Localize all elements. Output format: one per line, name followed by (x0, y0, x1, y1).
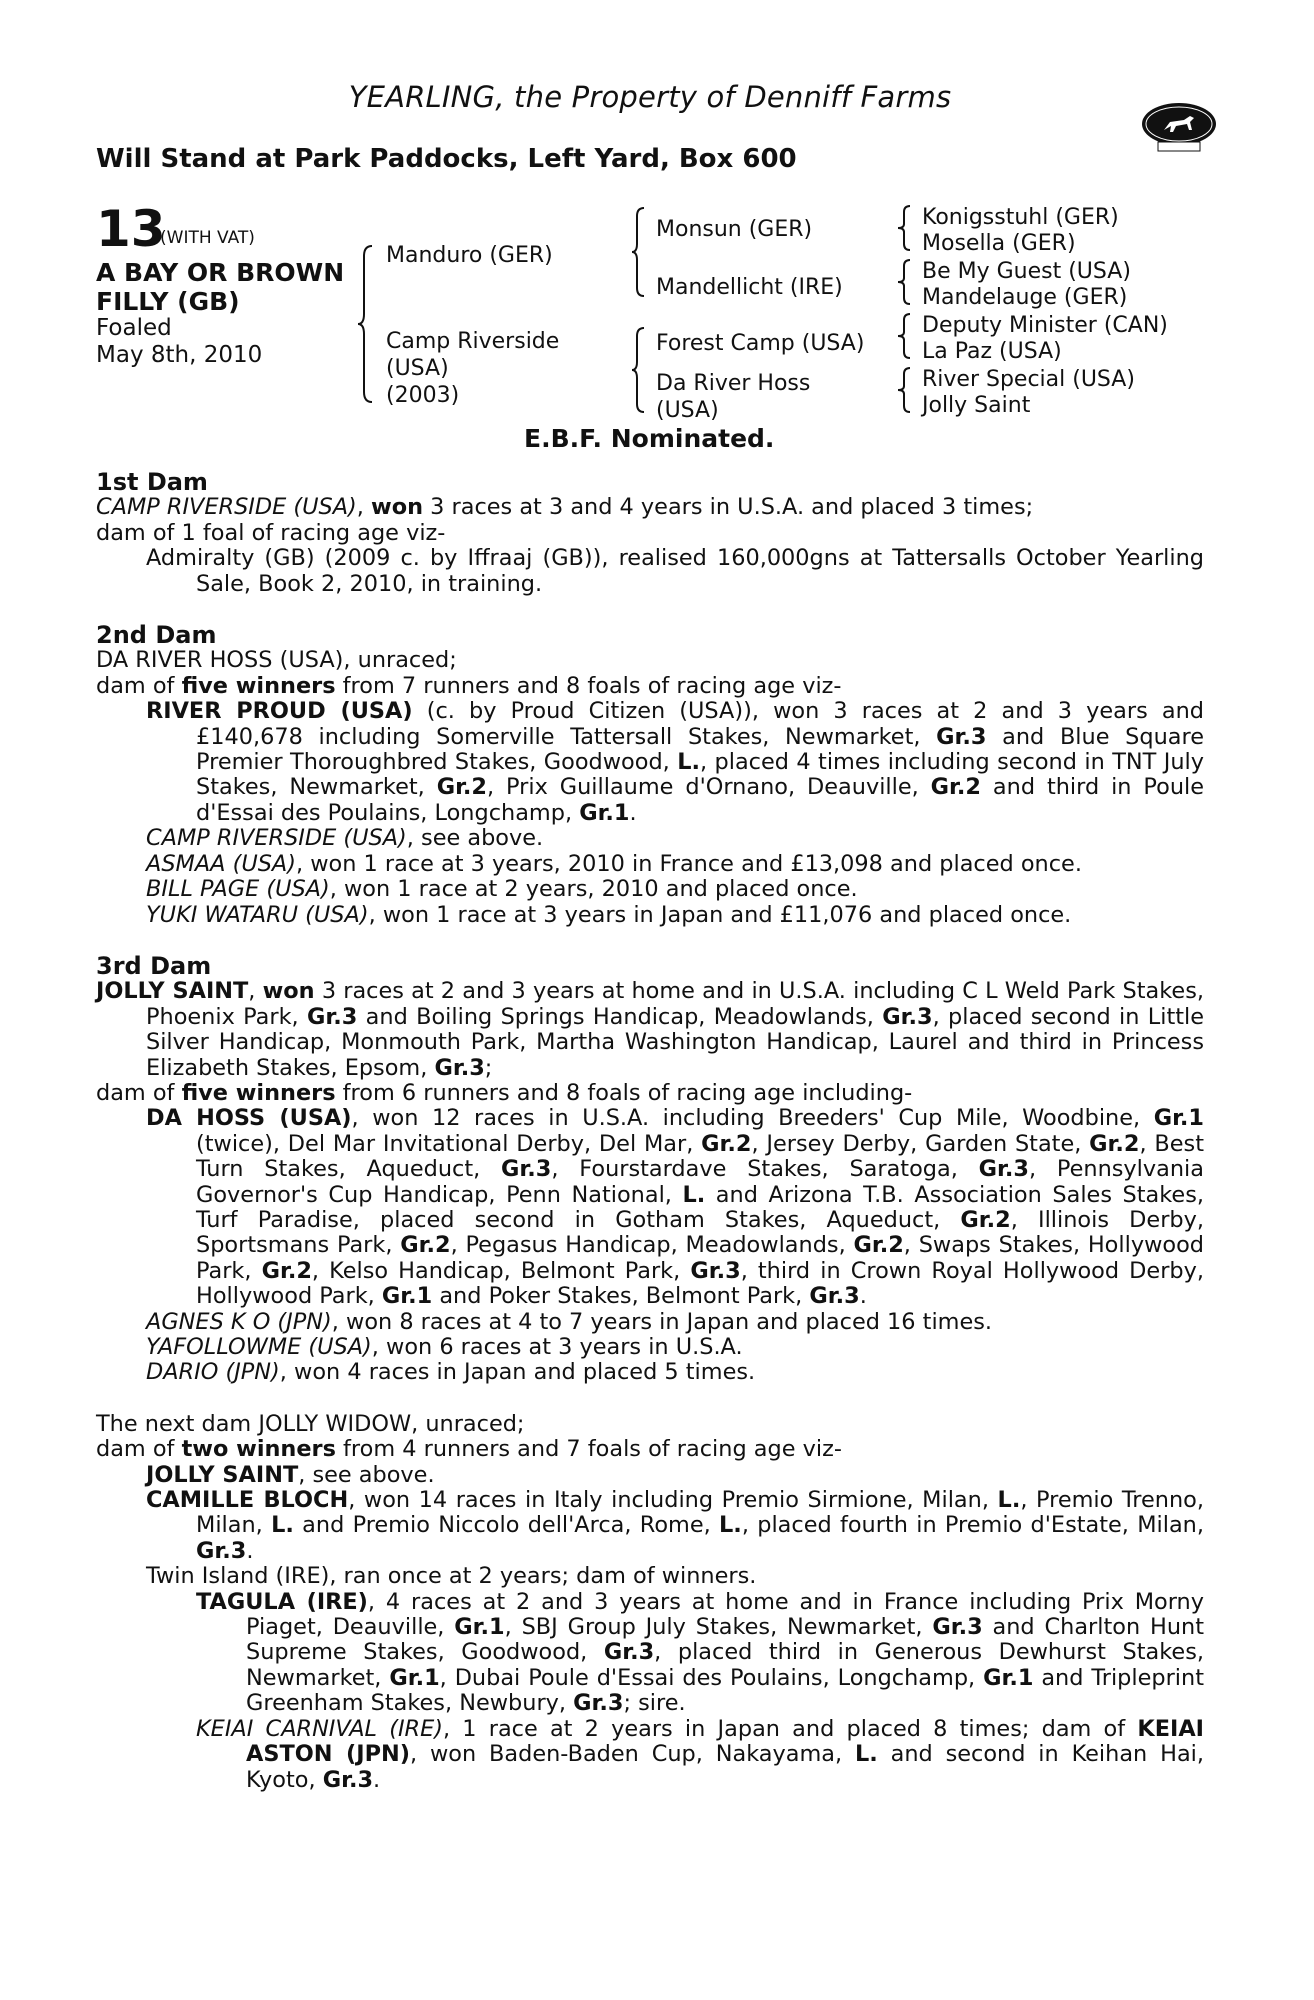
dam-name (386, 328, 559, 409)
produce-asmaa: ASMAA (USA), won 1 race at 3 years, 2010 in France and £13,098 and placed once. (146, 850, 1082, 877)
yearling-bonus-logo (1140, 96, 1218, 154)
produce-river-proud: RIVER PROUD (USA) (c. by Proud Citizen (USA)), won 3 races at 2 and 3 years and £140,678 including Somerville Tattersall Stakes, Newmarket, Gr.3 and Blue Square Premier Thoroughbred Stakes, Goodwood, L., placed 4 times including second in TNT July Stakes, Newmarket, Gr.2, Prix Guillaume d'Ornano, Deauville, Gr.2 and third in Poule d'Essai des Poulains, Longchamp, Gr.1. (146, 698, 1205, 826)
ped-sds: Be My Guest (USA) (922, 259, 1131, 284)
dam-dam-line-2: (USA) (656, 398, 719, 423)
first-dam-record: CAMP RIVERSIDE (USA), won 3 races at 3 and 4 years in U.S.A. and placed 3 times; (96, 494, 1034, 521)
produce-tagula: TAGULA (IRE), 4 races at 2 and 3 years at home and in France including Prix Morny Piaget, Deauville, Gr.1, SBJ Group July Stakes, Newmarket, Gr.3 and Charlton Hunt Supreme Stakes, Goodwood, Gr.3, placed third in Generous Dewhurst Stakes, Newmarket, Gr.1, Dubai Poule d'Essai des Poulains, Longchamp, Gr.1 and Tripleprint Greenham Stakes, Newbury, Gr.3; sire. (196, 1588, 1204, 1717)
produce-yafollowme: YAFOLLOWME (USA), won 6 races at 3 years in U.S.A. (146, 1334, 743, 1360)
stand-location: Will Stand at Park Paddocks, Left Yard, Box 600 (96, 144, 797, 174)
pedigree-brace-ds (898, 312, 912, 360)
second-dam-heading: 2nd Dam (96, 621, 217, 650)
produce-da-hoss: DA HOSS (USA), won 12 races in U.S.A. including Breeders' Cup Mile, Woodbine, Gr.1 (twice), Del Mar Invitational Derby, Del Mar, Gr.2, Jersey Derby, Garden State, Gr.2, Best Turn Stakes, Aqueduct, Gr.3, Fourstardave Stakes, Saratoga, Gr.3, Pennsylvania Governor's Cup Handicap, Penn National, L. and Arizona T.B. Association Sales Stakes, Turf Paradise, placed second in Gotham Stakes, Aqueduct, Gr.2, Illinois Derby, Sportsmans Park, Gr.2, Pegasus Handicap, Meadowlands, Gr.2, Swaps Stakes, Hollywood Park, Gr.2, Kelso Handicap, Belmont Park, Gr.3, third in Crown Royal Hollywood Derby, Hollywood Park, Gr.1 and Poker Stakes, Belmont Park, Gr.3. (146, 1105, 1204, 1310)
second-dam-record: DA RIVER HOSS (USA), unraced; (96, 647, 457, 674)
produce-twin-island: Twin Island (IRE), ran once at 2 years; dam of winners. (146, 1563, 757, 1590)
produce-yuki-wataru: YUKI WATARU (USA), won 1 race at 3 years in Japan and £11,076 and placed once. (146, 901, 1072, 928)
pedigree-brace-sd (898, 258, 912, 306)
pedigree-brace-dam (632, 326, 646, 414)
vat-note: (WITH VAT) (160, 228, 255, 248)
dam-name-line-2: (USA) (386, 356, 449, 381)
pedigree-brace-dd (898, 366, 912, 414)
foaled-label: Foaled (96, 315, 172, 341)
second-dam-produce-intro: dam of five winners from 7 runners and 8 foals of racing age viz- (96, 672, 842, 699)
third-dam-heading: 3rd Dam (96, 951, 212, 980)
sire-name: Manduro (GER) (386, 243, 553, 268)
dam-sire: Forest Camp (USA) (656, 331, 865, 356)
sire-sire: Monsun (GER) (656, 217, 813, 242)
produce-bill-page: BILL PAGE (USA), won 1 race at 2 years, 2010 and placed once. (146, 876, 858, 903)
next-dam-produce-intro: dam of two winners from 4 runners and 7 foals of racing age viz- (96, 1436, 842, 1463)
ped-ddd: Jolly Saint (922, 393, 1031, 418)
produce-camille-bloch: CAMILLE BLOCH, won 14 races in Italy including Premio Sirmione, Milan, L., Premio Trenno, Milan, L. and Premio Niccolo dell'Arca, Rome, L., placed fourth in Premio d'Estate, Milan, Gr.3. (146, 1487, 1204, 1564)
dam-dam-line-1: Da River Hoss (656, 371, 811, 396)
pedigree-brace-sire (632, 206, 646, 298)
page-title: YEARLING, the Property of Denniff Farms (348, 80, 952, 114)
first-dam-heading: 1st Dam (96, 468, 208, 496)
produce-agnes-k-o: AGNES K O (JPN), won 8 races at 4 to 7 years in Japan and placed 16 times. (146, 1308, 993, 1335)
lot-number: 13 (96, 200, 166, 258)
pedigree-brace-ss (898, 204, 912, 252)
ped-dss: Deputy Minister (CAN) (922, 313, 1168, 338)
third-dam-record: JOLLY SAINT, won 3 races at 2 and 3 years at home and in U.S.A. including C L Weld Park Stakes, Phoenix Park, Gr.3 and Boiling Springs Handicap, Meadowlands, Gr.3, placed second in Little Silver Handicap, Monmouth Park, Martha Washington Handicap, Laurel and third in Princess Elizabeth Stakes, Epsom, Gr.3; (96, 978, 1204, 1081)
produce-camp-riverside: CAMP RIVERSIDE (USA), see above. (146, 825, 544, 852)
dam-name-line-1: Camp Riverside (386, 329, 560, 354)
sire-dam: Mandellicht (IRE) (656, 275, 843, 300)
foaled-date: May 8th, 2010 (96, 342, 263, 368)
first-dam-produce-intro: dam of 1 foal of racing age viz- (96, 519, 446, 546)
produce-jolly-saint: JOLLY SAINT, see above. (146, 1461, 435, 1488)
dam-dam (656, 370, 810, 424)
ebf-nominated: E.B.F. Nominated. (524, 424, 775, 453)
ped-sss: Konigsstuhl (GER) (922, 205, 1119, 230)
lot-description (96, 258, 344, 316)
produce-keiai-carnival: KEIAI CARNIVAL (IRE), 1 race at 2 years in Japan and placed 8 times; dam of KEIAI ASTON (JPN), won Baden-Baden Cup, Nakayama, L. and second in Keihan Hai, Kyoto, Gr.3. (196, 1715, 1205, 1793)
ped-sdd: Mandelauge (GER) (922, 285, 1128, 310)
pedigree-brace-gen1 (358, 244, 374, 404)
ped-dsd: La Paz (USA) (922, 339, 1062, 364)
third-dam-produce-intro: dam of five winners from 6 runners and 8 foals of racing age including- (96, 1079, 913, 1106)
dam-horse-name: CAMP RIVERSIDE (USA) (96, 494, 357, 521)
lot-description-line-2: FILLY (GB) (96, 287, 240, 316)
next-dam-record: The next dam JOLLY WIDOW, unraced; (96, 1410, 525, 1437)
foaled-info (96, 315, 262, 369)
produce-dario: DARIO (JPN), won 4 races in Japan and placed 5 times. (146, 1359, 756, 1386)
lot-description-line-1: A BAY OR BROWN (96, 258, 345, 287)
first-dam-produce-entry: Admiralty (GB) (2009 c. by Iffraaj (GB)), realised 160,000gns at Tattersalls October Yearling Sale, Book 2, 2010, in training. (146, 545, 1204, 597)
ped-dds: River Special (USA) (922, 367, 1135, 392)
dam-name-line-3: (2003) (386, 383, 460, 408)
catalogue-body (96, 470, 1204, 1793)
ped-ssd: Mosella (GER) (922, 231, 1076, 256)
